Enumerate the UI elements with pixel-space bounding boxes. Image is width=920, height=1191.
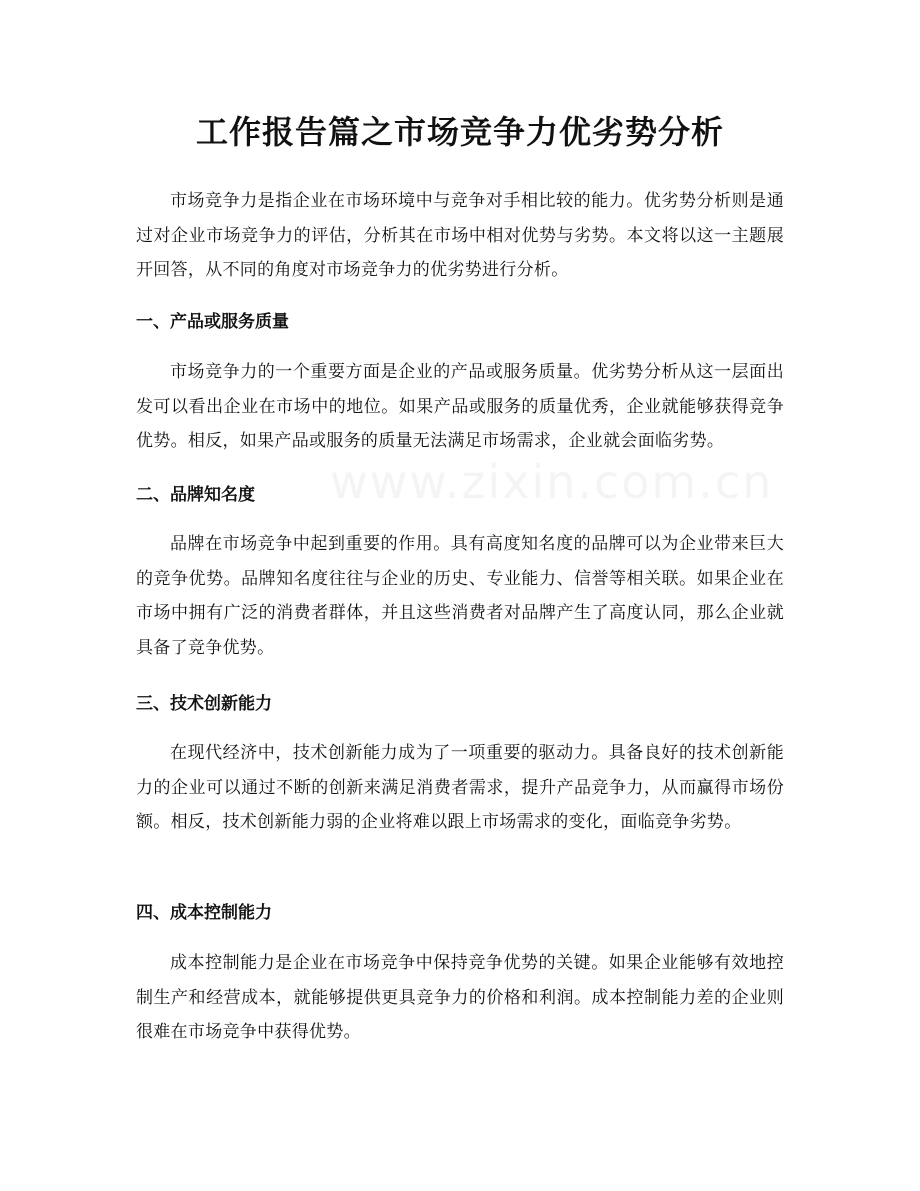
section-body-3: 在现代经济中，技术创新能力成为了一项重要的驱动力。具备良好的技术创新能力的企业可以通过不断的创新来满足消费者需求，提升产品竞争力，从而赢得市场份额。相反，技术创新能力弱的企业将难以跟上市场需求的变化，面临竞争劣势。 xyxy=(136,743,784,832)
section-body-2: 品牌在市场竞争中起到重要的作用。具有高度知名度的品牌可以为企业带来巨大的竞争优势。品牌知名度往往与企业的历史、专业能力、信誉等相关联。如果企业在市场中拥有广泛的消费者群体，并且这些消费者对品牌产生了高度认同，那么企业就具备了竞争优势。 xyxy=(136,534,784,658)
section-heading-4: 四、成本控制能力 xyxy=(136,903,272,923)
section-body-4: 成本控制能力是企业在市场竞争中保持竞争优势的关键。如果企业能够有效地控制生产和经营成本，就能够提供更具竞争力的价格和利润。成本控制能力差的企业则很难在市场竞争中获得优势。 xyxy=(136,953,784,1042)
section-heading-1: 一、产品或服务质量 xyxy=(136,312,289,332)
section-heading-2: 二、品牌知名度 xyxy=(136,485,255,505)
section-body-1: 市场竞争力的一个重要方面是企业的产品或服务质量。优劣势分析从这一层面出发可以看出企业在市场中的地位。如果产品或服务的质量优秀，企业就能够获得竞争优势。相反，如果产品或服务的质量无法满足市场需求，企业就会面临劣势。 xyxy=(136,362,784,451)
intro-paragraph: 市场竞争力是指企业在市场环境中与竞争对手相比较的能力。优劣势分析则是通过对企业市场竞争力的评估，分析其在市场中相对优势与劣势。本文将以这一主题展开回答，从不同的角度对市场竞争力的优劣势进行分析。 xyxy=(136,191,784,280)
section-heading-3: 三、技术创新能力 xyxy=(136,694,272,714)
document-title: 工作报告篇之市场竞争力优劣势分析 xyxy=(195,113,724,151)
